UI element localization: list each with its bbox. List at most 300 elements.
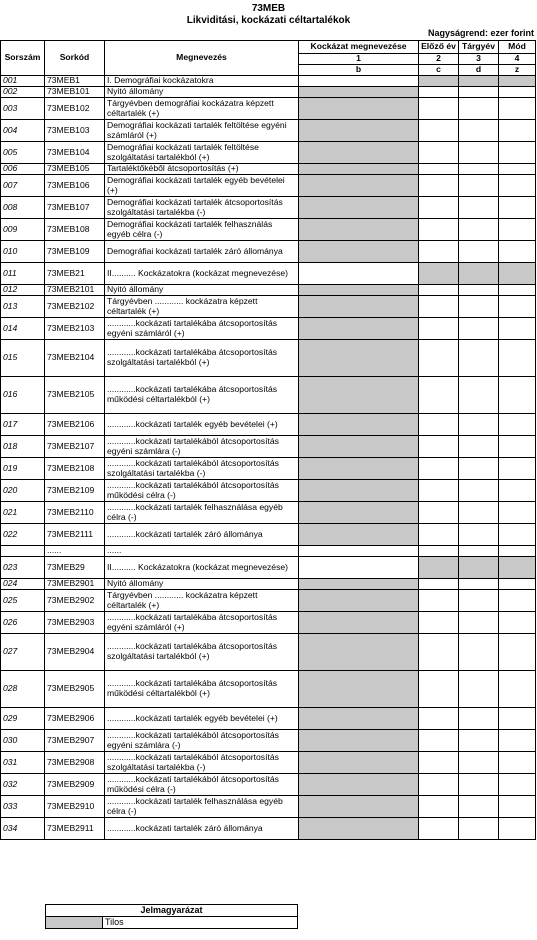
cell-targyev[interactable] bbox=[459, 175, 499, 197]
row-code: 73MEB2108 bbox=[45, 458, 105, 480]
cell-mod[interactable] bbox=[499, 296, 536, 318]
row-name: Tárgyévben ............ kockázatra képzett céltartalék (+) bbox=[105, 590, 299, 612]
cell-targyev[interactable] bbox=[459, 241, 499, 263]
header-kockazat: Kockázat megnevezése bbox=[299, 41, 419, 54]
cell-elozo-ev[interactable] bbox=[419, 340, 459, 377]
row-code: 73MEB106 bbox=[45, 175, 105, 197]
cell-kockazat bbox=[299, 87, 419, 98]
row-code: 73MEB101 bbox=[45, 87, 105, 98]
table-row bbox=[1, 557, 536, 579]
row-code: 73MEB2110 bbox=[45, 502, 105, 524]
row-code: 73MEB2902 bbox=[45, 590, 105, 612]
row-name: ............kockázati tartalékából átcsoportosítás szolgáltatási tartalékba (-) bbox=[105, 458, 299, 480]
row-number: 028 bbox=[1, 671, 45, 708]
cell-kockazat bbox=[299, 708, 419, 730]
cell-targyev bbox=[459, 76, 499, 87]
cell-mod[interactable] bbox=[499, 377, 536, 414]
cell-kockazat bbox=[299, 796, 419, 818]
cell-targyev[interactable] bbox=[459, 436, 499, 458]
cell-mod[interactable] bbox=[499, 590, 536, 612]
row-name: Demográfiai kockázati tartalék feltöltése szolgáltatási tartalékból (+) bbox=[105, 142, 299, 164]
col-letter: d bbox=[459, 65, 499, 76]
row-code: 73MEB2102 bbox=[45, 296, 105, 318]
row-number: 002 bbox=[1, 87, 45, 98]
row-number: 008 bbox=[1, 197, 45, 219]
row-name: ............kockázati tartalék záró állománya bbox=[105, 818, 299, 840]
cell-kockazat bbox=[299, 414, 419, 436]
cell-targyev[interactable] bbox=[459, 752, 499, 774]
row-code: 73MEB2905 bbox=[45, 671, 105, 708]
row-name: ............kockázati tartalékából átcsoportosítás működési célra (-) bbox=[105, 480, 299, 502]
cell-targyev[interactable] bbox=[459, 285, 499, 296]
table-row bbox=[1, 142, 536, 164]
cell-mod bbox=[499, 76, 536, 87]
row-number: 032 bbox=[1, 774, 45, 796]
row-code: 73MEB105 bbox=[45, 164, 105, 175]
row-name: ............kockázati tartalék felhasználása egyéb célra (-) bbox=[105, 796, 299, 818]
row-code: 73MEB21 bbox=[45, 263, 105, 285]
row-number: 004 bbox=[1, 120, 45, 142]
cell-mod[interactable] bbox=[499, 671, 536, 708]
row-name: ............kockázati tartalékából átcsoportosítás szolgáltatási tartalékba (-) bbox=[105, 752, 299, 774]
col-number: 4 bbox=[499, 54, 536, 65]
cell-kockazat bbox=[299, 774, 419, 796]
cell-elozo-ev[interactable] bbox=[419, 98, 459, 120]
cell-mod[interactable] bbox=[499, 708, 536, 730]
row-name: ...... bbox=[105, 546, 299, 557]
cell-elozo-ev[interactable] bbox=[419, 708, 459, 730]
cell-targyev[interactable] bbox=[459, 480, 499, 502]
row-code: 73MEB2903 bbox=[45, 612, 105, 634]
row-number: 012 bbox=[1, 285, 45, 296]
table-row bbox=[1, 285, 536, 296]
cell-targyev[interactable] bbox=[459, 377, 499, 414]
cell-kockazat bbox=[299, 377, 419, 414]
table-row bbox=[1, 164, 536, 175]
row-code: 73MEB2106 bbox=[45, 414, 105, 436]
cell-mod[interactable] bbox=[499, 414, 536, 436]
table-row bbox=[1, 579, 536, 590]
row-number: 011 bbox=[1, 263, 45, 285]
table-row bbox=[1, 796, 536, 818]
cell-elozo-ev[interactable] bbox=[419, 164, 459, 175]
row-number: 010 bbox=[1, 241, 45, 263]
cell-elozo-ev[interactable] bbox=[419, 458, 459, 480]
row-number: 034 bbox=[1, 818, 45, 840]
row-name: Nyitó állomány bbox=[105, 87, 299, 98]
row-number: 025 bbox=[1, 590, 45, 612]
row-code: 73MEB2908 bbox=[45, 752, 105, 774]
row-number: 029 bbox=[1, 708, 45, 730]
table-row bbox=[1, 774, 536, 796]
row-code: 73MEB2105 bbox=[45, 377, 105, 414]
row-number: 015 bbox=[1, 340, 45, 377]
cell-targyev[interactable] bbox=[459, 414, 499, 436]
row-name: Tárgyévben demográfiai kockázatra képzett céltartalék (+) bbox=[105, 98, 299, 120]
unit-note: Nagyságrend: ezer forint bbox=[427, 28, 534, 38]
table-row bbox=[1, 546, 536, 557]
legend-label: Tilos bbox=[103, 917, 298, 929]
cell-mod[interactable] bbox=[499, 579, 536, 590]
header-sorkod: Sorkód bbox=[45, 41, 105, 76]
row-code: 73MEB29 bbox=[45, 557, 105, 579]
row-code: 73MEB2911 bbox=[45, 818, 105, 840]
table-row bbox=[1, 590, 536, 612]
table-body bbox=[1, 76, 536, 840]
cell-elozo-ev bbox=[419, 76, 459, 87]
row-code: 73MEB2906 bbox=[45, 708, 105, 730]
row-name: ............kockázati tartalékába átcsoportosítás működési céltartalékból (+) bbox=[105, 377, 299, 414]
table-row bbox=[1, 818, 536, 840]
cell-targyev[interactable] bbox=[459, 634, 499, 671]
cell-kockazat bbox=[299, 458, 419, 480]
row-name: Demográfiai kockázati tartalék felhasználás egyéb célra (-) bbox=[105, 219, 299, 241]
header-sorszam: Sorszám bbox=[1, 41, 45, 76]
row-number: 022 bbox=[1, 524, 45, 546]
table-row bbox=[1, 197, 536, 219]
cell-targyev[interactable] bbox=[459, 612, 499, 634]
cell-elozo-ev[interactable] bbox=[419, 752, 459, 774]
cell-elozo-ev[interactable] bbox=[419, 634, 459, 671]
cell-elozo-ev[interactable] bbox=[419, 796, 459, 818]
cell-elozo-ev[interactable] bbox=[419, 590, 459, 612]
table-row bbox=[1, 480, 536, 502]
table-row bbox=[1, 414, 536, 436]
row-number: 026 bbox=[1, 612, 45, 634]
cell-targyev[interactable] bbox=[459, 219, 499, 241]
cell-kockazat bbox=[299, 502, 419, 524]
row-name: ............kockázati tartalék egyéb bevételei (+) bbox=[105, 708, 299, 730]
cell-kockazat bbox=[299, 671, 419, 708]
cell-elozo-ev[interactable] bbox=[419, 197, 459, 219]
row-number: 024 bbox=[1, 579, 45, 590]
row-number: 020 bbox=[1, 480, 45, 502]
cell-mod[interactable] bbox=[499, 285, 536, 296]
cell-elozo-ev[interactable] bbox=[419, 612, 459, 634]
cell-mod[interactable] bbox=[499, 752, 536, 774]
row-number: 007 bbox=[1, 175, 45, 197]
row-code: 73MEB2103 bbox=[45, 318, 105, 340]
cell-kockazat bbox=[299, 612, 419, 634]
cell-elozo-ev[interactable] bbox=[419, 671, 459, 708]
row-name: II.......... Kockázatokra (kockázat megnevezése) bbox=[105, 557, 299, 579]
cell-mod bbox=[499, 263, 536, 285]
row-number: 009 bbox=[1, 219, 45, 241]
cell-elozo-ev[interactable] bbox=[419, 241, 459, 263]
cell-mod[interactable] bbox=[499, 197, 536, 219]
cell-elozo-ev[interactable] bbox=[419, 480, 459, 502]
row-name: ............kockázati tartalékába átcsoportosítás szolgáltatási tartalékból (+) bbox=[105, 340, 299, 377]
data-table bbox=[0, 40, 536, 840]
cell-mod[interactable] bbox=[499, 546, 536, 557]
row-name: ............kockázati tartalékából átcsoportosítás egyéni számlára (-) bbox=[105, 436, 299, 458]
cell-mod[interactable] bbox=[499, 318, 536, 340]
cell-kockazat bbox=[299, 818, 419, 840]
cell-kockazat[interactable] bbox=[299, 263, 419, 285]
table-row bbox=[1, 175, 536, 197]
table-row bbox=[1, 502, 536, 524]
cell-targyev[interactable] bbox=[459, 546, 499, 557]
cell-elozo-ev[interactable] bbox=[419, 377, 459, 414]
cell-targyev bbox=[459, 557, 499, 579]
table-row bbox=[1, 296, 536, 318]
col-letter: c bbox=[419, 65, 459, 76]
cell-elozo-ev[interactable] bbox=[419, 87, 459, 98]
cell-elozo-ev[interactable] bbox=[419, 774, 459, 796]
row-number: 023 bbox=[1, 557, 45, 579]
row-name: Demográfiai kockázati tartalék egyéb bevételei (+) bbox=[105, 175, 299, 197]
cell-kockazat bbox=[299, 175, 419, 197]
col-number: 3 bbox=[459, 54, 499, 65]
cell-elozo-ev[interactable] bbox=[419, 414, 459, 436]
table-row bbox=[1, 340, 536, 377]
row-code: 73MEB103 bbox=[45, 120, 105, 142]
row-name: Demográfiai kockázati tartalék feltöltése egyéni számláról (+) bbox=[105, 120, 299, 142]
cell-mod[interactable] bbox=[499, 730, 536, 752]
cell-kockazat bbox=[299, 296, 419, 318]
cell-mod[interactable] bbox=[499, 98, 536, 120]
row-number bbox=[1, 546, 45, 557]
col-letter: z bbox=[499, 65, 536, 76]
row-number: 006 bbox=[1, 164, 45, 175]
cell-kockazat bbox=[299, 730, 419, 752]
cell-kockazat bbox=[299, 142, 419, 164]
cell-elozo-ev[interactable] bbox=[419, 175, 459, 197]
legend-title: Jelmagyarázat bbox=[46, 905, 298, 917]
cell-targyev[interactable] bbox=[459, 318, 499, 340]
header-megnevezes: Megnevezés bbox=[105, 41, 299, 76]
header-targyev: Tárgyév bbox=[459, 41, 499, 54]
cell-mod[interactable] bbox=[499, 436, 536, 458]
table-row bbox=[1, 76, 536, 87]
table-row bbox=[1, 524, 536, 546]
row-code: 73MEB2901 bbox=[45, 579, 105, 590]
cell-mod[interactable] bbox=[499, 142, 536, 164]
table-row bbox=[1, 458, 536, 480]
cell-kockazat bbox=[299, 241, 419, 263]
cell-targyev[interactable] bbox=[459, 818, 499, 840]
cell-kockazat bbox=[299, 436, 419, 458]
col-number: 1 bbox=[299, 54, 419, 65]
row-number: 005 bbox=[1, 142, 45, 164]
cell-elozo-ev[interactable] bbox=[419, 546, 459, 557]
row-name: ............kockázati tartalék egyéb bevételei (+) bbox=[105, 414, 299, 436]
cell-mod[interactable] bbox=[499, 818, 536, 840]
table-row bbox=[1, 87, 536, 98]
row-name: ............kockázati tartalék felhasználása egyéb célra (-) bbox=[105, 502, 299, 524]
cell-mod[interactable] bbox=[499, 340, 536, 377]
cell-kockazat bbox=[299, 634, 419, 671]
row-number: 013 bbox=[1, 296, 45, 318]
cell-kockazat[interactable] bbox=[299, 546, 419, 557]
cell-targyev[interactable] bbox=[459, 579, 499, 590]
cell-targyev[interactable] bbox=[459, 524, 499, 546]
table-row bbox=[1, 219, 536, 241]
cell-kockazat bbox=[299, 480, 419, 502]
table-row bbox=[1, 730, 536, 752]
row-name: ............kockázati tartalékába átcsoportosítás működési céltartalékból (+) bbox=[105, 671, 299, 708]
cell-kockazat bbox=[299, 197, 419, 219]
table-row bbox=[1, 377, 536, 414]
cell-mod[interactable] bbox=[499, 774, 536, 796]
row-code: 73MEB1 bbox=[45, 76, 105, 87]
col-letter: b bbox=[299, 65, 419, 76]
cell-elozo-ev[interactable] bbox=[419, 579, 459, 590]
cell-kockazat[interactable] bbox=[299, 76, 419, 87]
row-name: ............kockázati tartalékából átcsoportosítás egyéni számlára (-) bbox=[105, 730, 299, 752]
row-name: ............kockázati tartalékába átcsoportosítás szolgáltatási tartalékból (+) bbox=[105, 634, 299, 671]
table-row bbox=[1, 708, 536, 730]
cell-mod bbox=[499, 557, 536, 579]
row-number: 001 bbox=[1, 76, 45, 87]
row-code: 73MEB2909 bbox=[45, 774, 105, 796]
cell-targyev[interactable] bbox=[459, 197, 499, 219]
cell-targyev[interactable] bbox=[459, 87, 499, 98]
cell-elozo-ev[interactable] bbox=[419, 285, 459, 296]
row-number: 033 bbox=[1, 796, 45, 818]
row-code: 73MEB2111 bbox=[45, 524, 105, 546]
cell-kockazat bbox=[299, 219, 419, 241]
cell-kockazat[interactable] bbox=[299, 557, 419, 579]
cell-targyev[interactable] bbox=[459, 98, 499, 120]
row-code: 73MEB109 bbox=[45, 241, 105, 263]
row-code: ...... bbox=[45, 546, 105, 557]
row-name: Tartaléktőkéből átcsoportosítás (+) bbox=[105, 164, 299, 175]
cell-targyev[interactable] bbox=[459, 502, 499, 524]
row-number: 003 bbox=[1, 98, 45, 120]
cell-elozo-ev[interactable] bbox=[419, 502, 459, 524]
cell-targyev[interactable] bbox=[459, 774, 499, 796]
cell-mod[interactable] bbox=[499, 524, 536, 546]
row-name: II.......... Kockázatokra (kockázat megnevezése) bbox=[105, 263, 299, 285]
row-code: 73MEB2107 bbox=[45, 436, 105, 458]
cell-kockazat bbox=[299, 752, 419, 774]
cell-targyev[interactable] bbox=[459, 142, 499, 164]
cell-kockazat bbox=[299, 579, 419, 590]
row-number: 030 bbox=[1, 730, 45, 752]
cell-elozo-ev[interactable] bbox=[419, 730, 459, 752]
cell-targyev[interactable] bbox=[459, 340, 499, 377]
table-row bbox=[1, 318, 536, 340]
form-code: 73MEB bbox=[251, 3, 286, 14]
legend-swatch bbox=[46, 917, 103, 929]
cell-mod[interactable] bbox=[499, 120, 536, 142]
cell-kockazat bbox=[299, 164, 419, 175]
cell-targyev bbox=[459, 263, 499, 285]
cell-elozo-ev[interactable] bbox=[419, 436, 459, 458]
cell-targyev[interactable] bbox=[459, 796, 499, 818]
cell-kockazat bbox=[299, 340, 419, 377]
cell-mod[interactable] bbox=[499, 480, 536, 502]
table-row bbox=[1, 612, 536, 634]
cell-mod[interactable] bbox=[499, 87, 536, 98]
cell-mod[interactable] bbox=[499, 458, 536, 480]
row-name: Demográfiai kockázati tartalék záró állománya bbox=[105, 241, 299, 263]
row-code: 73MEB2109 bbox=[45, 480, 105, 502]
table-row bbox=[1, 671, 536, 708]
row-number: 017 bbox=[1, 414, 45, 436]
row-code: 73MEB2907 bbox=[45, 730, 105, 752]
row-number: 014 bbox=[1, 318, 45, 340]
cell-targyev[interactable] bbox=[459, 296, 499, 318]
cell-mod[interactable] bbox=[499, 796, 536, 818]
cell-mod[interactable] bbox=[499, 634, 536, 671]
table-row bbox=[1, 263, 536, 285]
row-number: 018 bbox=[1, 436, 45, 458]
cell-targyev[interactable] bbox=[459, 708, 499, 730]
row-number: 031 bbox=[1, 752, 45, 774]
row-code: 73MEB2104 bbox=[45, 340, 105, 377]
row-code: 73MEB104 bbox=[45, 142, 105, 164]
cell-elozo-ev[interactable] bbox=[419, 318, 459, 340]
row-name: ............kockázati tartalék záró állománya bbox=[105, 524, 299, 546]
cell-kockazat bbox=[299, 524, 419, 546]
cell-elozo-ev bbox=[419, 557, 459, 579]
cell-mod[interactable] bbox=[499, 241, 536, 263]
table-row bbox=[1, 634, 536, 671]
cell-targyev[interactable] bbox=[459, 730, 499, 752]
header-mod: Mód bbox=[499, 41, 536, 54]
row-code: 73MEB2910 bbox=[45, 796, 105, 818]
row-code: 73MEB107 bbox=[45, 197, 105, 219]
row-code: 73MEB102 bbox=[45, 98, 105, 120]
cell-mod[interactable] bbox=[499, 219, 536, 241]
table-row bbox=[1, 241, 536, 263]
cell-elozo-ev[interactable] bbox=[419, 142, 459, 164]
cell-targyev[interactable] bbox=[459, 120, 499, 142]
row-number: 019 bbox=[1, 458, 45, 480]
row-name: Demográfiai kockázati tartalék átcsoportosítás szolgáltatási tartalékba (-) bbox=[105, 197, 299, 219]
cell-elozo-ev[interactable] bbox=[419, 818, 459, 840]
row-code: 73MEB2101 bbox=[45, 285, 105, 296]
row-name: Nyitó állomány bbox=[105, 579, 299, 590]
col-number: 2 bbox=[419, 54, 459, 65]
cell-kockazat bbox=[299, 285, 419, 296]
row-code: 73MEB2904 bbox=[45, 634, 105, 671]
row-name: Tárgyévben ............ kockázatra képzett céltartalék (+) bbox=[105, 296, 299, 318]
row-name: Nyitó állomány bbox=[105, 285, 299, 296]
legend bbox=[45, 904, 298, 929]
row-code: 73MEB108 bbox=[45, 219, 105, 241]
row-number: 027 bbox=[1, 634, 45, 671]
cell-kockazat bbox=[299, 318, 419, 340]
cell-mod[interactable] bbox=[499, 502, 536, 524]
header-elozo-ev: Előző év bbox=[419, 41, 459, 54]
cell-elozo-ev[interactable] bbox=[419, 219, 459, 241]
row-name: ............kockázati tartalékába átcsoportosítás egyéni számláról (+) bbox=[105, 612, 299, 634]
row-number: 021 bbox=[1, 502, 45, 524]
cell-elozo-ev[interactable] bbox=[419, 524, 459, 546]
form-title: Likviditási, kockázati céltartalékok bbox=[186, 15, 351, 26]
cell-elozo-ev[interactable] bbox=[419, 120, 459, 142]
row-name: ............kockázati tartalékából átcsoportosítás működési célra (-) bbox=[105, 774, 299, 796]
cell-mod[interactable] bbox=[499, 175, 536, 197]
row-name: I. Demográfiai kockázatokra bbox=[105, 76, 299, 87]
cell-targyev[interactable] bbox=[459, 671, 499, 708]
cell-targyev[interactable] bbox=[459, 590, 499, 612]
cell-elozo-ev[interactable] bbox=[419, 296, 459, 318]
cell-targyev[interactable] bbox=[459, 458, 499, 480]
cell-mod[interactable] bbox=[499, 612, 536, 634]
cell-targyev[interactable] bbox=[459, 164, 499, 175]
table-row bbox=[1, 436, 536, 458]
table-row bbox=[1, 98, 536, 120]
cell-mod[interactable] bbox=[499, 164, 536, 175]
cell-kockazat bbox=[299, 590, 419, 612]
cell-kockazat bbox=[299, 98, 419, 120]
row-number: 016 bbox=[1, 377, 45, 414]
cell-kockazat bbox=[299, 120, 419, 142]
